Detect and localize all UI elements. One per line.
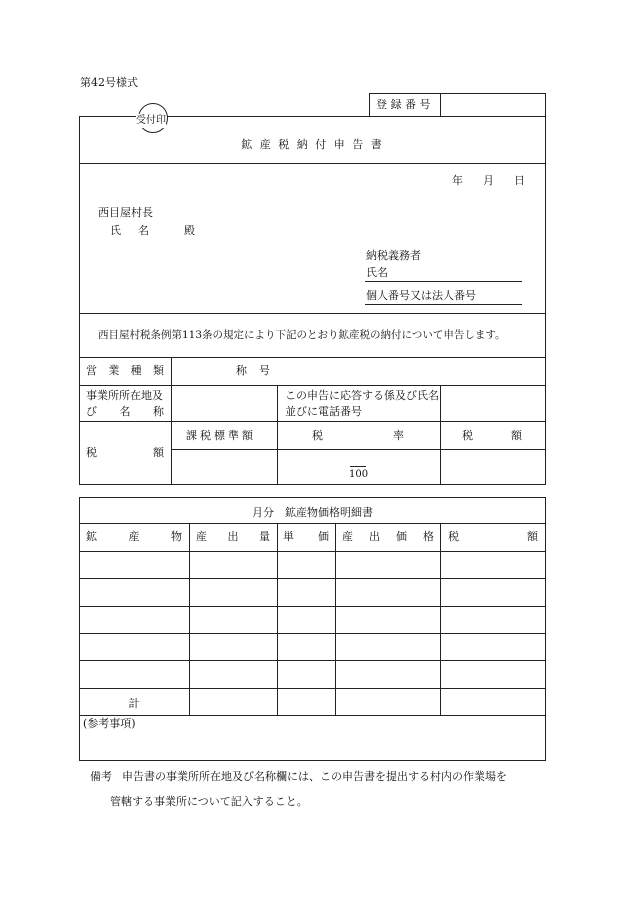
row4-value-cell[interactable]	[336, 634, 439, 659]
tax-base-label: 課税標準額	[186, 429, 256, 442]
row5-qty-cell[interactable]	[190, 661, 276, 687]
total-qty-cell[interactable]	[190, 689, 276, 714]
addressee-village: 西目屋村長	[98, 206, 153, 219]
contact-label-line1: この申告に応答する係及び氏名	[285, 389, 439, 402]
registration-label: 登 録 番 号	[376, 98, 431, 111]
trade-name-label: 称号	[236, 364, 282, 377]
header-unit-price: 単 価	[283, 530, 329, 543]
row1-value-cell[interactable]	[336, 552, 439, 578]
tax-rate-label: 税 率	[312, 429, 404, 442]
row5-price-cell[interactable]	[278, 661, 334, 687]
addressee-honorific: 殿	[184, 224, 195, 237]
tax-rate-fraction-bar	[350, 466, 366, 467]
form-title: 鉱 産 税 納 付 申 告 書	[241, 138, 384, 151]
tax-amount-label: 税 額	[86, 446, 164, 459]
tax-rate-denominator: 100	[349, 469, 369, 480]
reference-label: (参考事項)	[83, 717, 136, 730]
taxpayer-label: 納税義務者	[366, 249, 421, 262]
total-label: 計	[128, 697, 140, 710]
taxpayer-name-field[interactable]	[392, 264, 520, 280]
row2-qty-cell[interactable]	[190, 579, 276, 605]
row2-value-cell[interactable]	[336, 579, 439, 605]
tax-base-field[interactable]	[172, 450, 276, 484]
office-label-line2: び 名 称	[86, 405, 164, 418]
business-type-label: 営 業 種 類	[86, 364, 164, 377]
row5-tax-cell[interactable]	[441, 661, 545, 687]
row3-tax-cell[interactable]	[441, 607, 545, 632]
business-type-field[interactable]	[172, 358, 230, 384]
row5-value-cell[interactable]	[336, 661, 439, 687]
note-line1: 申告書の事業所所在地及び名称欄には、この申告書を提出する村内の作業場を	[122, 770, 507, 783]
row3-qty-cell[interactable]	[190, 607, 276, 632]
contact-label-line2: 並びに電話番号	[285, 405, 362, 418]
date-day: 日	[514, 174, 525, 187]
taxpayer-name-label: 氏名	[366, 266, 388, 279]
header-tax-amount: 税 額	[448, 530, 538, 543]
contact-field[interactable]	[441, 386, 545, 420]
form-number: 第42号様式	[80, 76, 138, 89]
total-value-cell[interactable]	[336, 689, 439, 714]
row1-price-cell[interactable]	[278, 552, 334, 578]
row4-mineral-cell[interactable]	[80, 634, 188, 659]
row2-price-cell[interactable]	[278, 579, 334, 605]
date-month: 月	[483, 174, 494, 187]
tax-label: 税 額	[462, 429, 522, 442]
row4-tax-cell[interactable]	[441, 634, 545, 659]
row4-qty-cell[interactable]	[190, 634, 276, 659]
row3-mineral-cell[interactable]	[80, 607, 188, 632]
receipt-stamp-label: 受付印	[136, 115, 166, 126]
row1-tax-cell[interactable]	[441, 552, 545, 578]
row3-value-cell[interactable]	[336, 607, 439, 632]
total-price-cell[interactable]	[278, 689, 334, 714]
reference-field[interactable]	[80, 733, 545, 760]
registration-field[interactable]	[441, 94, 545, 116]
total-tax-cell[interactable]	[441, 689, 545, 714]
addressee-name-label: 氏 名	[110, 224, 152, 237]
office-field[interactable]	[172, 386, 276, 420]
date-year: 年	[452, 174, 463, 187]
declaration-text: 西目屋村税条例第113条の規定により下記のとおり鉱産税の納付について申告します。	[98, 329, 506, 341]
header-output-value: 産 出 価 格	[342, 530, 434, 543]
note-label: 備考	[90, 770, 112, 783]
row3-price-cell[interactable]	[278, 607, 334, 632]
taxpayer-id-field[interactable]	[366, 286, 521, 302]
header-mineral: 鉱 産 物	[86, 530, 182, 543]
price-table-title: 月分 鉱産物価格明細書	[252, 506, 373, 519]
row2-tax-cell[interactable]	[441, 579, 545, 605]
trade-name-field[interactable]	[280, 358, 545, 384]
office-label-line1: 事業所所在地及	[86, 389, 163, 402]
row5-mineral-cell[interactable]	[80, 661, 188, 687]
row1-qty-cell[interactable]	[190, 552, 276, 578]
row4-price-cell[interactable]	[278, 634, 334, 659]
taxpayer-id-label: 個人番号又は法人番号	[366, 289, 476, 302]
header-output-qty: 産 出 量	[196, 530, 270, 543]
row2-mineral-cell[interactable]	[80, 579, 188, 605]
note-line2: 管轄する事業所について記入すること。	[110, 795, 308, 808]
row1-mineral-cell[interactable]	[80, 552, 188, 578]
tax-field[interactable]	[441, 450, 545, 484]
